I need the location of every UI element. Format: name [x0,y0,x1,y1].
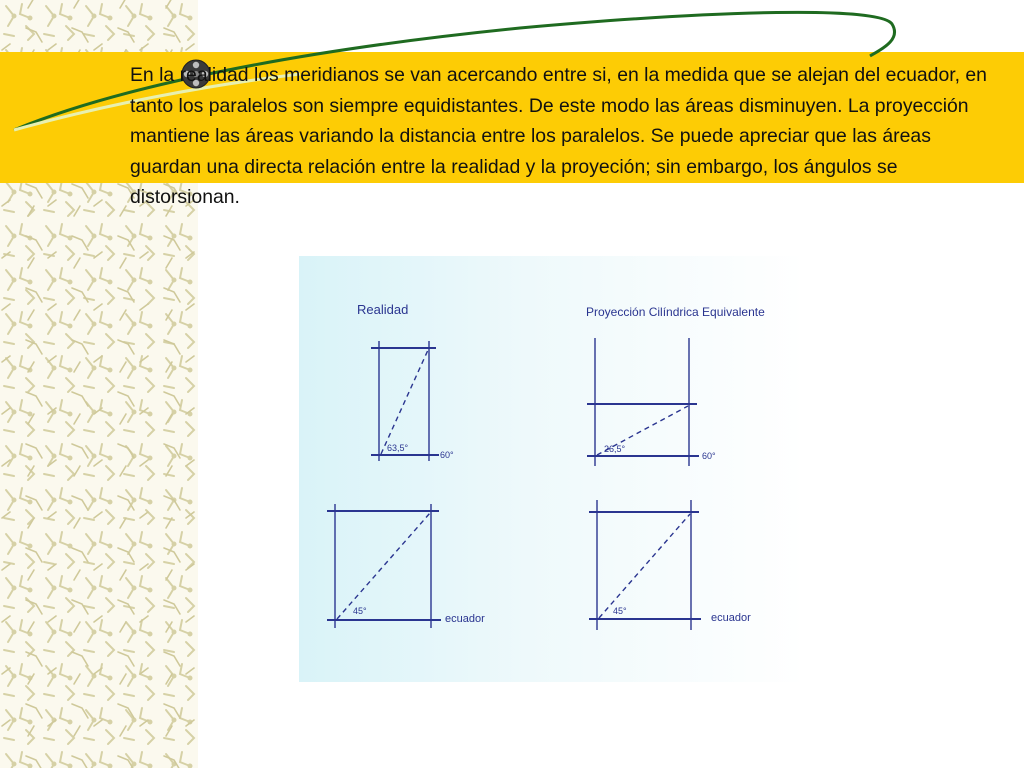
figure-title-realidad: Realidad [357,302,409,317]
parallel-label-proyeccion-60: 60° [702,451,716,461]
projection-figure [299,256,804,682]
slide-body-text: En la realidad los meridianos se van acercando entre si, en la medida que se alejan del ecuador, en tanto los paralelos son siempre equidistantes. De este modo las áreas disminuyen. La proyección mantiene las áreas variando la distancia entre los paralelos. Se puede apreciar que las áreas guardan una directa relación entre la realidad y la proyeción; sin embargo, los ángulos se distorsionan. [130,64,987,209]
angle-label-realidad-ecuador: 45° [353,606,367,616]
angle-label-proyeccion-60: 26,5° [604,444,626,454]
angle-label-proyeccion-ecuador: 45° [613,606,627,616]
angle-label-realidad-60: 63,5° [387,443,409,453]
parallel-label-realidad-ecuador: ecuador [445,613,485,625]
figure-title-proyeccion: Proyección Cilíndrica Equivalente [586,305,765,319]
parallel-label-realidad-60: 60° [440,450,454,460]
parallel-label-proyeccion-ecuador: ecuador [711,612,751,624]
